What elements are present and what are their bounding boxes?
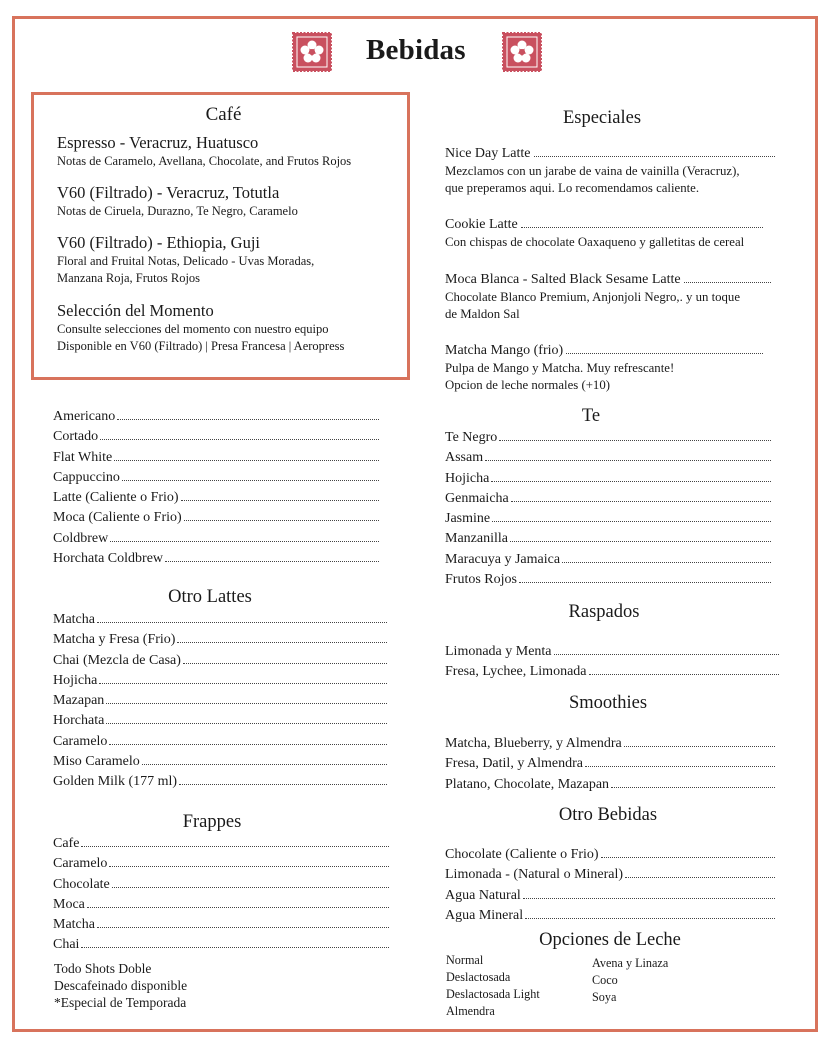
special-item xyxy=(445,271,785,323)
especiales-heading: Especiales xyxy=(562,108,642,128)
item-label: Cappuccino xyxy=(53,469,120,485)
note-line: *Especial de Temporada xyxy=(54,995,187,1010)
list-item xyxy=(53,732,387,752)
item-label: Hojicha xyxy=(445,470,490,486)
special-desc: de Maldon Sal xyxy=(445,307,520,321)
notes xyxy=(54,960,187,1011)
list-item xyxy=(445,886,775,906)
item-label: Matcha y Fresa (Frio) xyxy=(53,632,176,648)
item-label: Maracuya y Jamaica xyxy=(445,551,561,567)
leche-option: Deslactosada Light xyxy=(446,987,540,1001)
cafe-item xyxy=(57,133,397,170)
special-name: Nice Day Latte xyxy=(445,146,531,161)
list-item xyxy=(445,906,775,926)
item-label: Golden Milk (177 ml) xyxy=(53,774,178,790)
special-desc: Pulpa de Mango y Matcha. Muy refrescante! xyxy=(445,361,675,375)
leche-col-1 xyxy=(446,952,540,1020)
list-item xyxy=(445,489,771,509)
item-label: Jasmine xyxy=(445,511,491,527)
item-label: Cafe xyxy=(53,836,80,851)
special-name: Moca Blanca - Salted Black Sesame Latte xyxy=(445,272,681,287)
coffee-list xyxy=(53,407,379,569)
list-item xyxy=(53,508,379,528)
list-item xyxy=(445,529,771,549)
item-label: Moca xyxy=(53,896,85,912)
te-heading: Te xyxy=(581,406,601,426)
special-item xyxy=(445,145,785,197)
list-item xyxy=(53,834,389,854)
item-label: Genmaicha xyxy=(445,490,509,506)
flower-stamp-left-icon xyxy=(292,32,332,72)
item-label: Chai (Mezcla de Casa) xyxy=(53,652,181,668)
raspados-heading: Raspados xyxy=(568,602,640,622)
special-desc: Mezclamos con un jarabe de vaina de vainilla (Veracruz), xyxy=(445,164,740,178)
item-label: Assam xyxy=(445,450,484,466)
leche-option: Coco xyxy=(592,973,618,987)
item-label: Agua Mineral xyxy=(445,907,524,923)
otro-bebidas-list xyxy=(445,845,775,926)
te-list xyxy=(445,428,771,590)
special-desc: que preperamos aqui. Lo recomendamos caliente. xyxy=(445,181,700,195)
cafe-item-desc: Floral and Fruital Notas, Delicado - Uvas Moradas, xyxy=(57,254,315,268)
item-label: Caramelo xyxy=(53,733,108,749)
item-label: Chai xyxy=(53,937,80,953)
item-label: Coldbrew xyxy=(53,530,109,546)
flower-stamp-right-icon xyxy=(502,32,542,72)
list-item xyxy=(53,407,379,427)
list-item xyxy=(445,570,771,590)
item-label: Matcha xyxy=(53,612,95,627)
list-item xyxy=(53,935,389,955)
list-item xyxy=(445,550,771,570)
leche-heading: Opciones de Leche xyxy=(539,930,681,950)
item-label: Mazapan xyxy=(53,693,105,709)
cafe-item-name: V60 (Filtrado) - Ethiopia, Guji xyxy=(57,233,261,252)
cafe-item-desc: Manzana Roja, Frutos Rojos xyxy=(57,271,201,285)
list-item xyxy=(53,630,387,650)
smoothies-list xyxy=(445,734,775,795)
cafe-item xyxy=(57,233,397,287)
list-item xyxy=(53,772,387,792)
item-label: Moca (Caliente o Frio) xyxy=(53,510,182,526)
list-item xyxy=(53,691,387,711)
cafe-item-name: V60 (Filtrado) - Veracruz, Totutla xyxy=(57,183,280,202)
special-desc: Opcion de leche normales (+10) xyxy=(445,378,610,392)
note-line: Descafeinado disponible xyxy=(54,978,188,993)
leche-option: Deslactosada xyxy=(446,970,511,984)
leche-option: Normal xyxy=(446,953,484,967)
special-item xyxy=(445,216,785,251)
item-label: Chocolate xyxy=(53,876,110,892)
item-label: Horchata Coldbrew xyxy=(53,551,164,567)
list-item xyxy=(53,468,379,488)
item-label: Cortado xyxy=(53,429,99,445)
smoothies-heading: Smoothies xyxy=(568,693,648,713)
list-item xyxy=(445,845,775,865)
list-item xyxy=(53,875,389,895)
list-item xyxy=(445,734,775,754)
raspados-list xyxy=(445,642,779,683)
item-label: Agua Natural xyxy=(445,887,521,903)
list-item xyxy=(445,509,771,529)
item-label: Latte (Caliente o Frio) xyxy=(53,490,179,506)
page-title: Bebidas xyxy=(366,34,466,66)
list-item xyxy=(53,752,387,772)
item-label: Horchata xyxy=(53,713,105,729)
cafe-item-desc: Disponible en V60 (Filtrado) | Presa Francesa | Aeropress xyxy=(57,339,345,353)
special-item xyxy=(445,342,785,394)
list-item xyxy=(53,427,379,447)
list-item xyxy=(53,610,387,630)
list-item xyxy=(53,488,379,508)
list-item xyxy=(445,775,775,795)
cafe-item xyxy=(57,183,397,220)
item-label: Limonada y Menta xyxy=(445,644,552,659)
item-label: Miso Caramelo xyxy=(53,754,140,770)
list-item xyxy=(53,895,389,915)
item-label: Matcha, Blueberry, y Almendra xyxy=(445,736,622,751)
item-label: Limonada - (Natural o Mineral) xyxy=(445,867,624,883)
cafe-heading: Café xyxy=(205,104,242,125)
otro-lattes-heading: Otro Lattes xyxy=(168,587,252,607)
list-item xyxy=(53,711,387,731)
list-item xyxy=(53,651,387,671)
frappes-heading: Frappes xyxy=(182,812,242,832)
list-item xyxy=(445,448,771,468)
item-label: Platano, Chocolate, Mazapan xyxy=(445,776,610,792)
item-label: Americano xyxy=(53,409,116,424)
item-label: Manzanilla xyxy=(445,531,508,547)
list-item xyxy=(53,448,379,468)
list-item xyxy=(445,865,775,885)
item-label: Fresa, Datil, y Almendra xyxy=(445,756,584,772)
cafe-item-desc: Notas de Ciruela, Durazno, Te Negro, Caramelo xyxy=(57,204,298,218)
special-desc: Chocolate Blanco Premium, Anjonjoli Negro,. y un toque xyxy=(445,290,740,304)
leche-option: Avena y Linaza xyxy=(592,956,669,970)
list-item xyxy=(53,915,389,935)
item-label: Frutos Rojos xyxy=(445,572,517,588)
special-name: Cookie Latte xyxy=(445,217,518,232)
otro-bebidas-heading: Otro Bebidas xyxy=(558,805,658,825)
item-label: Caramelo xyxy=(53,856,108,872)
note-line: Todo Shots Doble xyxy=(54,961,152,976)
special-name: Matcha Mango (frio) xyxy=(445,343,564,358)
list-item xyxy=(445,428,771,448)
list-item xyxy=(53,549,379,569)
cafe-item-desc: Consulte selecciones del momento con nuestro equipo xyxy=(57,322,329,336)
cafe-item-desc: Notas de Caramelo, Avellana, Chocolate, and Frutos Rojos xyxy=(57,154,352,168)
list-item xyxy=(445,754,775,774)
leche-option: Almendra xyxy=(446,1004,495,1018)
list-item xyxy=(53,671,387,691)
cafe-section xyxy=(31,92,410,380)
cafe-item-name: Espresso - Veracruz, Huatusco xyxy=(57,133,259,152)
list-item xyxy=(53,529,379,549)
frappes-list xyxy=(53,834,389,956)
cafe-item xyxy=(57,301,397,355)
leche-col-2 xyxy=(592,955,668,1006)
item-label: Fresa, Lychee, Limonada xyxy=(445,664,587,680)
list-item xyxy=(53,854,389,874)
item-label: Hojicha xyxy=(53,672,98,688)
special-desc: Con chispas de chocolate Oaxaqueno y galletitas de cereal xyxy=(445,235,745,249)
cafe-item-name: Selección del Momento xyxy=(57,301,214,320)
leche-option: Soya xyxy=(592,990,617,1004)
item-label: Chocolate (Caliente o Frio) xyxy=(445,847,599,862)
otro-lattes-list xyxy=(53,610,387,793)
list-item xyxy=(445,469,771,489)
item-label: Matcha xyxy=(53,917,95,933)
list-item xyxy=(445,662,779,682)
list-item xyxy=(445,642,779,662)
item-label: Flat White xyxy=(53,449,113,465)
item-label: Te Negro xyxy=(445,430,498,445)
